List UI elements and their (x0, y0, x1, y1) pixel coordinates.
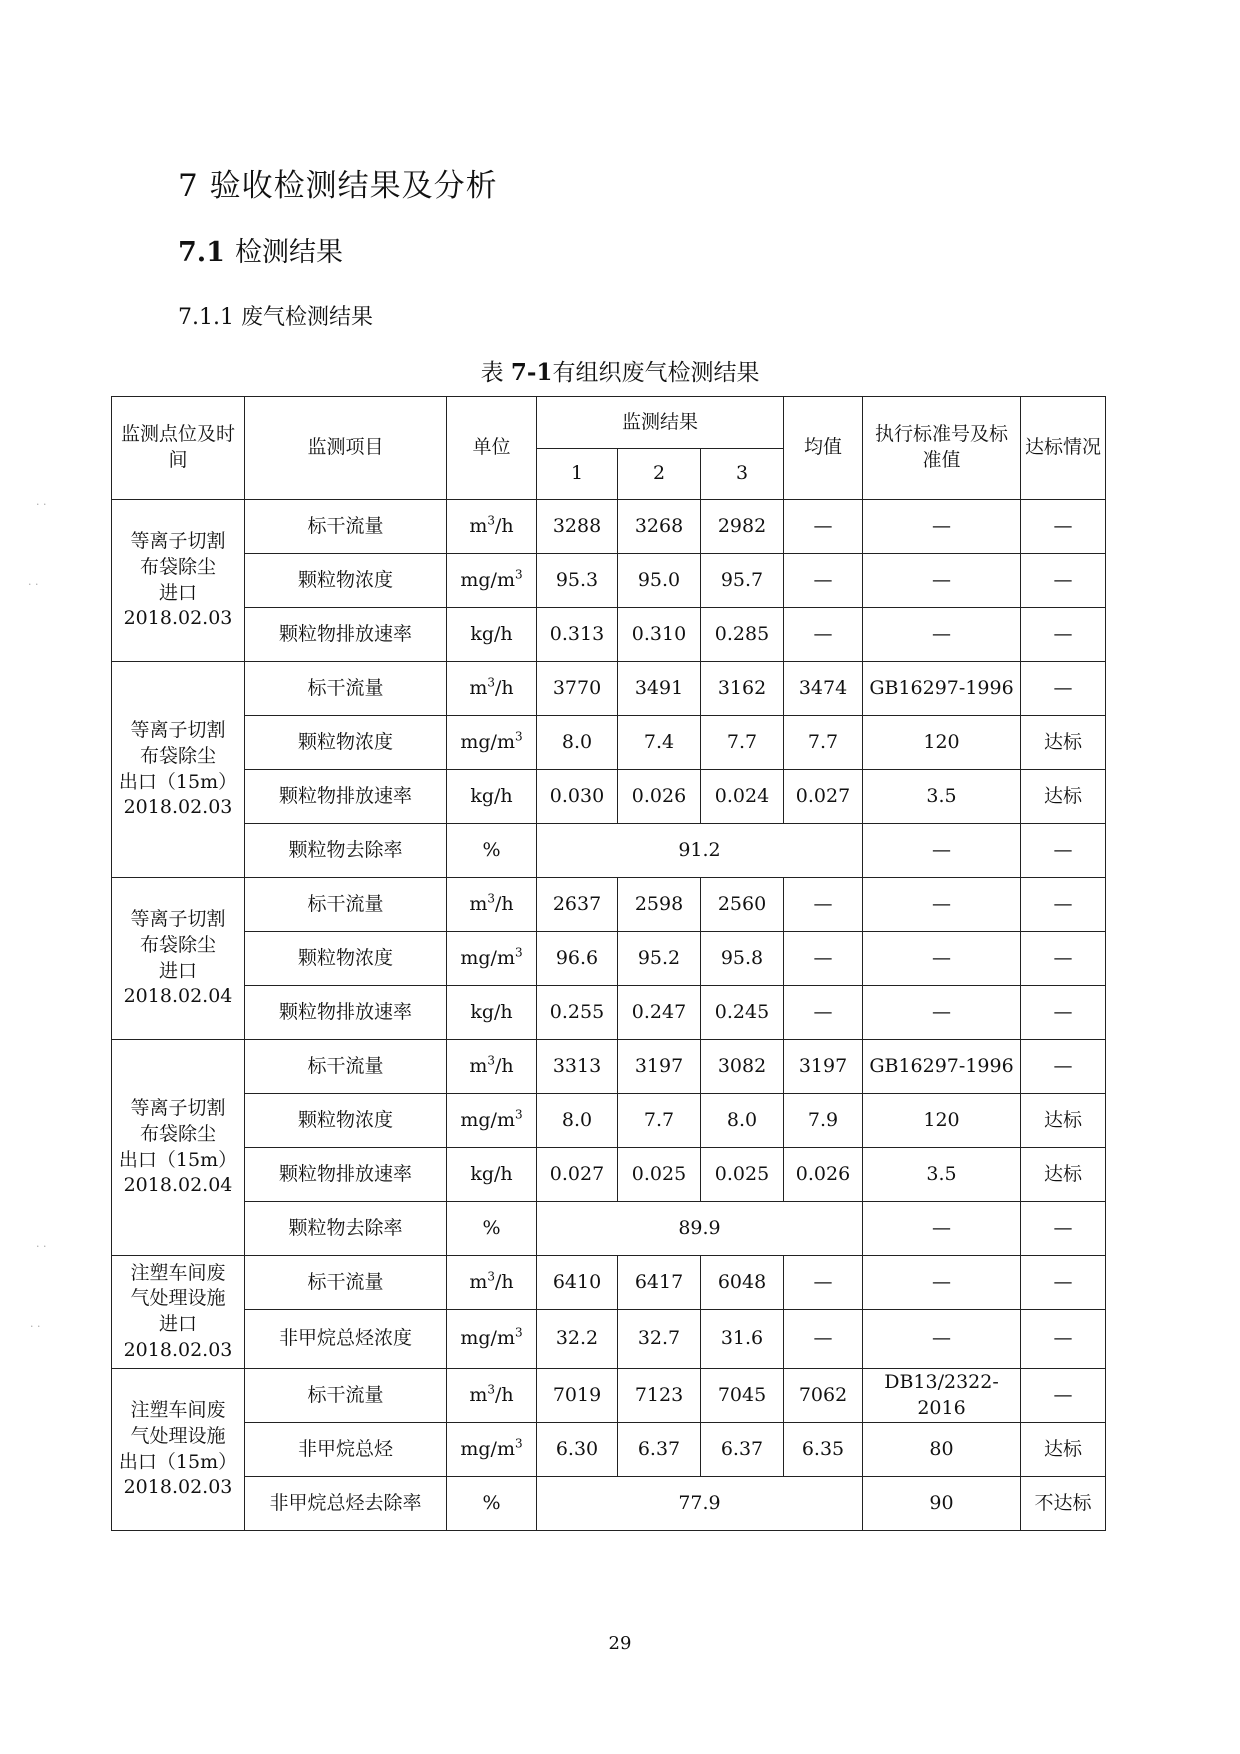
status-cell: — (1021, 932, 1106, 986)
standard-cell: — (863, 608, 1021, 662)
result-1-cell: 8.0 (537, 716, 618, 770)
unit-cell (447, 608, 537, 662)
table-row (112, 1369, 1106, 1423)
unit-cell (447, 716, 537, 770)
unit-superscript: 3 (514, 1107, 523, 1122)
item-cell: 颗粒物浓度 (245, 932, 447, 986)
item-cell: 颗粒物去除率 (245, 1202, 447, 1256)
unit-superscript: 3 (514, 1325, 523, 1340)
standard-cell: — (863, 500, 1021, 554)
table-row (112, 932, 1106, 986)
location-line: 进口 (158, 1313, 197, 1335)
result-1-cell: 3770 (537, 662, 618, 716)
mean-cell: — (784, 986, 863, 1040)
unit-base: m (469, 514, 488, 537)
unit-base: kg/h (470, 1162, 513, 1185)
unit-superscript: 3 (514, 567, 523, 582)
unit-cell (447, 932, 537, 986)
unit-base: m (469, 892, 488, 915)
unit-cell (447, 1477, 537, 1531)
table-body (112, 500, 1106, 1531)
table-row (112, 824, 1106, 878)
unit-superscript: 3 (487, 675, 496, 690)
unit-tail: /h (495, 514, 514, 537)
standard-cell: — (863, 554, 1021, 608)
result-2-cell: 2598 (618, 878, 701, 932)
mean-cell: 7062 (784, 1369, 863, 1423)
standard-cell: — (863, 932, 1021, 986)
result-1-cell: 0.313 (537, 608, 618, 662)
item-cell: 非甲烷总烃 (245, 1423, 447, 1477)
standard-cell: — (863, 1256, 1021, 1310)
status-cell: — (1021, 554, 1106, 608)
result-2-cell: 0.026 (618, 770, 701, 824)
result-3-cell: 0.024 (701, 770, 784, 824)
mean-cell: 6.35 (784, 1423, 863, 1477)
unit-base: mg/m (460, 1108, 515, 1131)
unit-base: kg/h (470, 784, 513, 807)
status-cell: 达标 (1021, 1094, 1106, 1148)
location-line: 2018.02.03 (123, 607, 233, 630)
unit-cell (447, 878, 537, 932)
unit-cell (447, 1423, 537, 1477)
result-2-cell: 32.7 (618, 1310, 701, 1369)
unit-tail: /h (495, 1054, 514, 1077)
unit-base: mg/m (460, 1327, 515, 1350)
unit-superscript: 3 (487, 1053, 496, 1068)
chapter-heading: 7 验收检测结果及分析 (178, 168, 498, 204)
result-1-cell: 6.30 (537, 1423, 618, 1477)
section-title: 检测结果 (234, 237, 343, 268)
mean-cell: — (784, 1310, 863, 1369)
status-cell: — (1021, 878, 1106, 932)
result-1-cell: 32.2 (537, 1310, 618, 1369)
result-2-cell: 3197 (618, 1040, 701, 1094)
unit-superscript: 3 (487, 1269, 496, 1284)
mean-cell: 7.7 (784, 716, 863, 770)
result-1-cell: 3288 (537, 500, 618, 554)
mean-cell: — (784, 1256, 863, 1310)
removal-rate-cell: 77.9 (537, 1477, 863, 1531)
location-cell (112, 1040, 245, 1256)
standard-cell: GB16297-1996 (863, 662, 1021, 716)
unit-superscript: 3 (514, 729, 523, 744)
standard-cell: 80 (863, 1423, 1021, 1477)
page-number: 29 (608, 1633, 632, 1654)
location-line: 出口（15m） (118, 770, 238, 793)
location-line: 注塑车间废 (130, 1399, 226, 1422)
scan-artifact-mark: · · (36, 498, 47, 511)
result-2-cell: 3268 (618, 500, 701, 554)
unit-base: m (469, 1383, 488, 1406)
location-line: 进口 (158, 959, 197, 982)
unit-superscript: 3 (514, 1436, 523, 1451)
location-line: 进口 (158, 581, 197, 604)
table-row (112, 608, 1106, 662)
mean-cell: 0.027 (784, 770, 863, 824)
standard-cell: — (863, 824, 1021, 878)
standard-cell: 90 (863, 1477, 1021, 1531)
header-result-2: 2 (618, 449, 701, 500)
mean-cell: — (784, 554, 863, 608)
unit-cell (447, 1202, 537, 1256)
standard-cell: 3.5 (863, 1148, 1021, 1202)
unit-cell (447, 986, 537, 1040)
result-1-cell: 2637 (537, 878, 618, 932)
unit-tail: /h (495, 676, 514, 699)
unit-cell (447, 1040, 537, 1094)
table-row (112, 1094, 1106, 1148)
unit-cell (447, 1310, 537, 1369)
location-cell (112, 662, 245, 878)
item-cell: 颗粒物浓度 (245, 1094, 447, 1148)
location-line: 出口（15m） (118, 1148, 238, 1171)
result-3-cell: 31.6 (701, 1310, 784, 1369)
unit-base: mg/m (460, 568, 515, 591)
table-row (112, 1256, 1106, 1310)
header-mean: 均值 (784, 397, 863, 500)
standard-cell: — (863, 1202, 1021, 1256)
location-cell (112, 1369, 245, 1531)
table-row (112, 986, 1106, 1040)
unit-superscript: 3 (514, 945, 523, 960)
header-result-3: 3 (701, 449, 784, 500)
location-line: 等离子切割 (130, 908, 226, 931)
subsection-heading: 7.1.1 废气检测结果 (178, 305, 373, 330)
table-row (112, 662, 1106, 716)
location-line: 注塑车间废 (130, 1261, 226, 1284)
unit-cell (447, 824, 537, 878)
table-row (112, 500, 1106, 554)
result-2-cell: 3491 (618, 662, 701, 716)
table-row (112, 1040, 1106, 1094)
result-3-cell: 0.245 (701, 986, 784, 1040)
standard-cell: — (863, 1310, 1021, 1369)
status-cell: — (1021, 824, 1106, 878)
location-line: 布袋除尘 (139, 555, 216, 578)
result-2-cell: 95.0 (618, 554, 701, 608)
mean-cell: — (784, 500, 863, 554)
unit-cell (447, 1148, 537, 1202)
result-3-cell: 3162 (701, 662, 784, 716)
result-1-cell: 96.6 (537, 932, 618, 986)
table-caption (0, 354, 1240, 387)
result-3-cell: 95.7 (701, 554, 784, 608)
item-cell: 颗粒物排放速率 (245, 770, 447, 824)
item-cell: 颗粒物排放速率 (245, 986, 447, 1040)
unit-cell (447, 500, 537, 554)
status-cell: 不达标 (1021, 1477, 1106, 1531)
status-cell: — (1021, 1256, 1106, 1310)
mean-cell: 0.026 (784, 1148, 863, 1202)
result-1-cell: 7019 (537, 1369, 618, 1423)
status-cell: — (1021, 608, 1106, 662)
removal-rate-cell: 89.9 (537, 1202, 863, 1256)
result-2-cell: 6417 (618, 1256, 701, 1310)
section-heading (178, 230, 343, 269)
unit-cell (447, 1256, 537, 1310)
location-line: 2018.02.04 (123, 1174, 233, 1197)
standard-cell: 120 (863, 716, 1021, 770)
mean-cell: 3197 (784, 1040, 863, 1094)
unit-base: mg/m (460, 946, 515, 969)
status-cell: 达标 (1021, 1148, 1106, 1202)
unit-cell (447, 770, 537, 824)
table-row (112, 716, 1106, 770)
result-3-cell: 2560 (701, 878, 784, 932)
mean-cell: 7.9 (784, 1094, 863, 1148)
standard-cell: GB16297-1996 (863, 1040, 1021, 1094)
standard-cell: — (863, 986, 1021, 1040)
standard-cell: 120 (863, 1094, 1021, 1148)
location-line: 气处理设施 (130, 1424, 226, 1447)
status-cell: 达标 (1021, 770, 1106, 824)
scan-artifact-mark: · · (30, 1320, 41, 1333)
header-item: 监测项目 (245, 397, 447, 500)
result-2-cell: 0.025 (618, 1148, 701, 1202)
result-1-cell: 0.030 (537, 770, 618, 824)
unit-base: kg/h (470, 622, 513, 645)
result-2-cell: 7123 (618, 1369, 701, 1423)
mean-cell: 3474 (784, 662, 863, 716)
item-cell: 标干流量 (245, 662, 447, 716)
item-cell: 颗粒物排放速率 (245, 1148, 447, 1202)
result-2-cell: 6.37 (618, 1423, 701, 1477)
result-2-cell: 7.7 (618, 1094, 701, 1148)
unit-base: m (469, 1054, 488, 1077)
location-cell (112, 1256, 245, 1369)
table-row (112, 770, 1106, 824)
table-caption-prefix: 表 (480, 360, 511, 386)
header-result-1: 1 (537, 449, 618, 500)
result-3-cell: 7045 (701, 1369, 784, 1423)
result-3-cell: 0.025 (701, 1148, 784, 1202)
unit-tail: /h (495, 1270, 514, 1293)
item-cell: 标干流量 (245, 878, 447, 932)
table-row (112, 1477, 1106, 1531)
item-cell: 标干流量 (245, 1369, 447, 1423)
unit-base: mg/m (460, 730, 515, 753)
item-cell: 标干流量 (245, 1040, 447, 1094)
item-cell: 非甲烷总烃去除率 (245, 1477, 447, 1531)
table-row (112, 1202, 1106, 1256)
location-line: 等离子切割 (130, 1097, 226, 1120)
result-3-cell: 0.285 (701, 608, 784, 662)
status-cell: — (1021, 1369, 1106, 1423)
result-1-cell: 3313 (537, 1040, 618, 1094)
result-1-cell: 0.255 (537, 986, 618, 1040)
unit-base: kg/h (470, 1000, 513, 1023)
result-1-cell: 0.027 (537, 1148, 618, 1202)
status-cell: 达标 (1021, 1423, 1106, 1477)
unit-base: % (482, 838, 501, 861)
header-location: 监测点位及时间 (112, 397, 245, 500)
location-line: 气处理设施 (130, 1287, 226, 1310)
location-line: 布袋除尘 (139, 1122, 216, 1145)
location-line: 2018.02.04 (123, 985, 233, 1008)
table-row (112, 878, 1106, 932)
table-caption-number: 7-1 (510, 359, 553, 386)
header-unit: 单位 (447, 397, 537, 500)
unit-cell (447, 662, 537, 716)
result-3-cell: 95.8 (701, 932, 784, 986)
unit-cell (447, 1094, 537, 1148)
header-status: 达标情况 (1021, 397, 1106, 500)
table-row (112, 1310, 1106, 1369)
unit-cell (447, 554, 537, 608)
location-line: 2018.02.03 (123, 796, 233, 819)
location-line: 布袋除尘 (139, 744, 216, 767)
location-cell (112, 878, 245, 1040)
exhaust-gas-results-table (111, 396, 1106, 1531)
mean-cell: — (784, 878, 863, 932)
result-3-cell: 6048 (701, 1256, 784, 1310)
header-results: 监测结果 (537, 397, 784, 449)
location-line: 等离子切割 (130, 719, 226, 742)
result-1-cell: 6410 (537, 1256, 618, 1310)
item-cell: 标干流量 (245, 1256, 447, 1310)
header-standard: 执行标准号及标准值 (863, 397, 1021, 500)
table-row (112, 1148, 1106, 1202)
result-3-cell: 8.0 (701, 1094, 784, 1148)
table-caption-text: 有组织废气检测结果 (552, 360, 760, 386)
result-2-cell: 7.4 (618, 716, 701, 770)
status-cell: — (1021, 662, 1106, 716)
result-1-cell: 95.3 (537, 554, 618, 608)
result-2-cell: 0.247 (618, 986, 701, 1040)
unit-superscript: 3 (487, 891, 496, 906)
result-2-cell: 0.310 (618, 608, 701, 662)
result-3-cell: 2982 (701, 500, 784, 554)
status-cell: — (1021, 1040, 1106, 1094)
standard-cell: 3.5 (863, 770, 1021, 824)
unit-base: % (482, 1216, 501, 1239)
status-cell: — (1021, 986, 1106, 1040)
location-line: 2018.02.03 (123, 1476, 233, 1499)
unit-base: % (482, 1491, 501, 1514)
item-cell: 颗粒物去除率 (245, 824, 447, 878)
scan-artifact-mark: · · (36, 1240, 47, 1253)
status-cell: — (1021, 500, 1106, 554)
item-cell: 标干流量 (245, 500, 447, 554)
table-row (112, 554, 1106, 608)
location-line: 布袋除尘 (139, 933, 216, 956)
unit-superscript: 3 (487, 513, 496, 528)
location-line: 出口（15m） (118, 1450, 238, 1473)
result-2-cell: 95.2 (618, 932, 701, 986)
item-cell: 非甲烷总烃浓度 (245, 1310, 447, 1369)
standard-cell: DB13/2322-2016 (863, 1369, 1021, 1423)
mean-cell: — (784, 932, 863, 986)
unit-superscript: 3 (487, 1382, 496, 1397)
unit-base: mg/m (460, 1437, 515, 1460)
section-number: 7.1 (178, 237, 225, 268)
location-line: 等离子切割 (130, 530, 226, 553)
status-cell: — (1021, 1202, 1106, 1256)
scan-artifact-mark: · · (28, 578, 39, 591)
mean-cell: — (784, 608, 863, 662)
location-cell (112, 500, 245, 662)
result-1-cell: 8.0 (537, 1094, 618, 1148)
result-3-cell: 3082 (701, 1040, 784, 1094)
table-row (112, 1423, 1106, 1477)
item-cell: 颗粒物浓度 (245, 716, 447, 770)
unit-base: m (469, 676, 488, 699)
unit-tail: /h (495, 1383, 514, 1406)
result-3-cell: 6.37 (701, 1423, 784, 1477)
unit-tail: /h (495, 892, 514, 915)
item-cell: 颗粒物浓度 (245, 554, 447, 608)
removal-rate-cell: 91.2 (537, 824, 863, 878)
unit-base: m (469, 1270, 488, 1293)
unit-cell (447, 1369, 537, 1423)
result-3-cell: 7.7 (701, 716, 784, 770)
standard-cell: — (863, 878, 1021, 932)
status-cell: — (1021, 1310, 1106, 1369)
location-line: 2018.02.03 (123, 1338, 233, 1361)
item-cell: 颗粒物排放速率 (245, 608, 447, 662)
status-cell: 达标 (1021, 716, 1106, 770)
